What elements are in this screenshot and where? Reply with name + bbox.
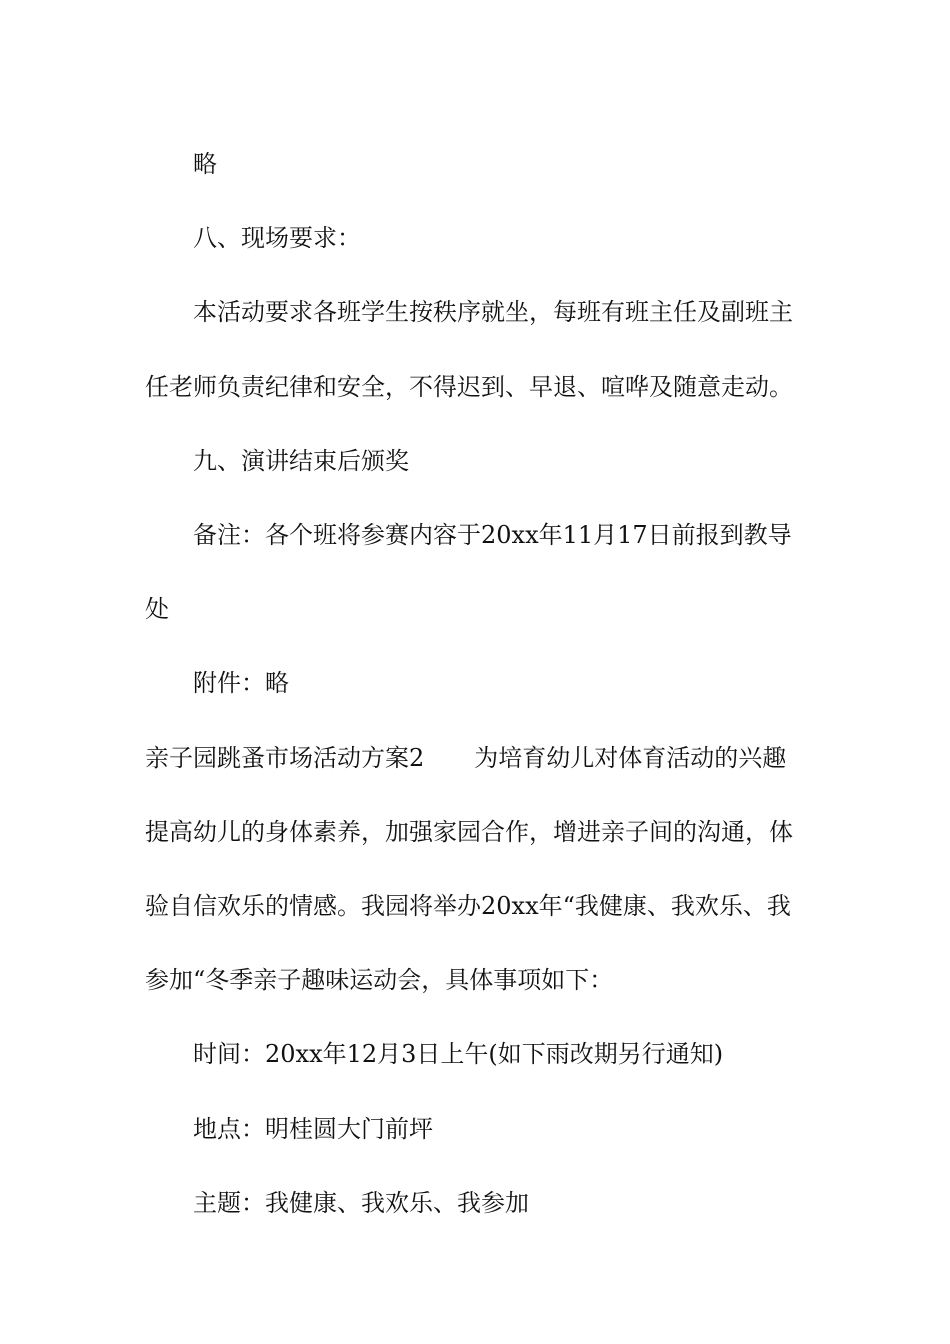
text-line-3: 本活动要求各班学生按秩序就坐，每班有班主任及副班主 [193,298,793,327]
section-heading-8: 八、现场要求： [193,224,361,253]
note-line: 备注：各个班将参赛内容于20xx年11月17日前报到教导 [193,521,792,550]
location-line: 地点：明桂圆大门前坪 [193,1114,433,1143]
time-line: 时间：20xx年12月3日上午(如下雨改期另行通知) [193,1040,724,1069]
document-body [145,127,810,1240]
section-first-line: 为培育幼儿对体育活动的兴趣 [474,743,787,772]
text-line-4: 任老师负责纪律和安全，不得迟到、早退、喧哗及随意走动。 [145,372,793,401]
section-line-1: 提高幼儿的身体素养，加强家园合作，增进亲子间的沟通，体 [145,817,793,846]
section-title-line [145,721,810,795]
section-line-2: 验自信欢乐的情感。我园将举办20xx年“我健康、我欢乐、我 [145,892,791,921]
section-line-3: 参加“冬季亲子趣味运动会，具体事项如下： [145,966,614,995]
theme-line: 主题：我健康、我欢乐、我参加 [193,1188,529,1217]
note-line-cont: 处 [145,595,169,624]
text-line-1: 略 [193,150,217,178]
section-title: 亲子园跳蚤市场活动方案2 [145,743,425,772]
section-heading-9: 九、演讲结束后颁奖 [193,446,409,475]
attachment-line: 附件：略 [193,669,289,698]
